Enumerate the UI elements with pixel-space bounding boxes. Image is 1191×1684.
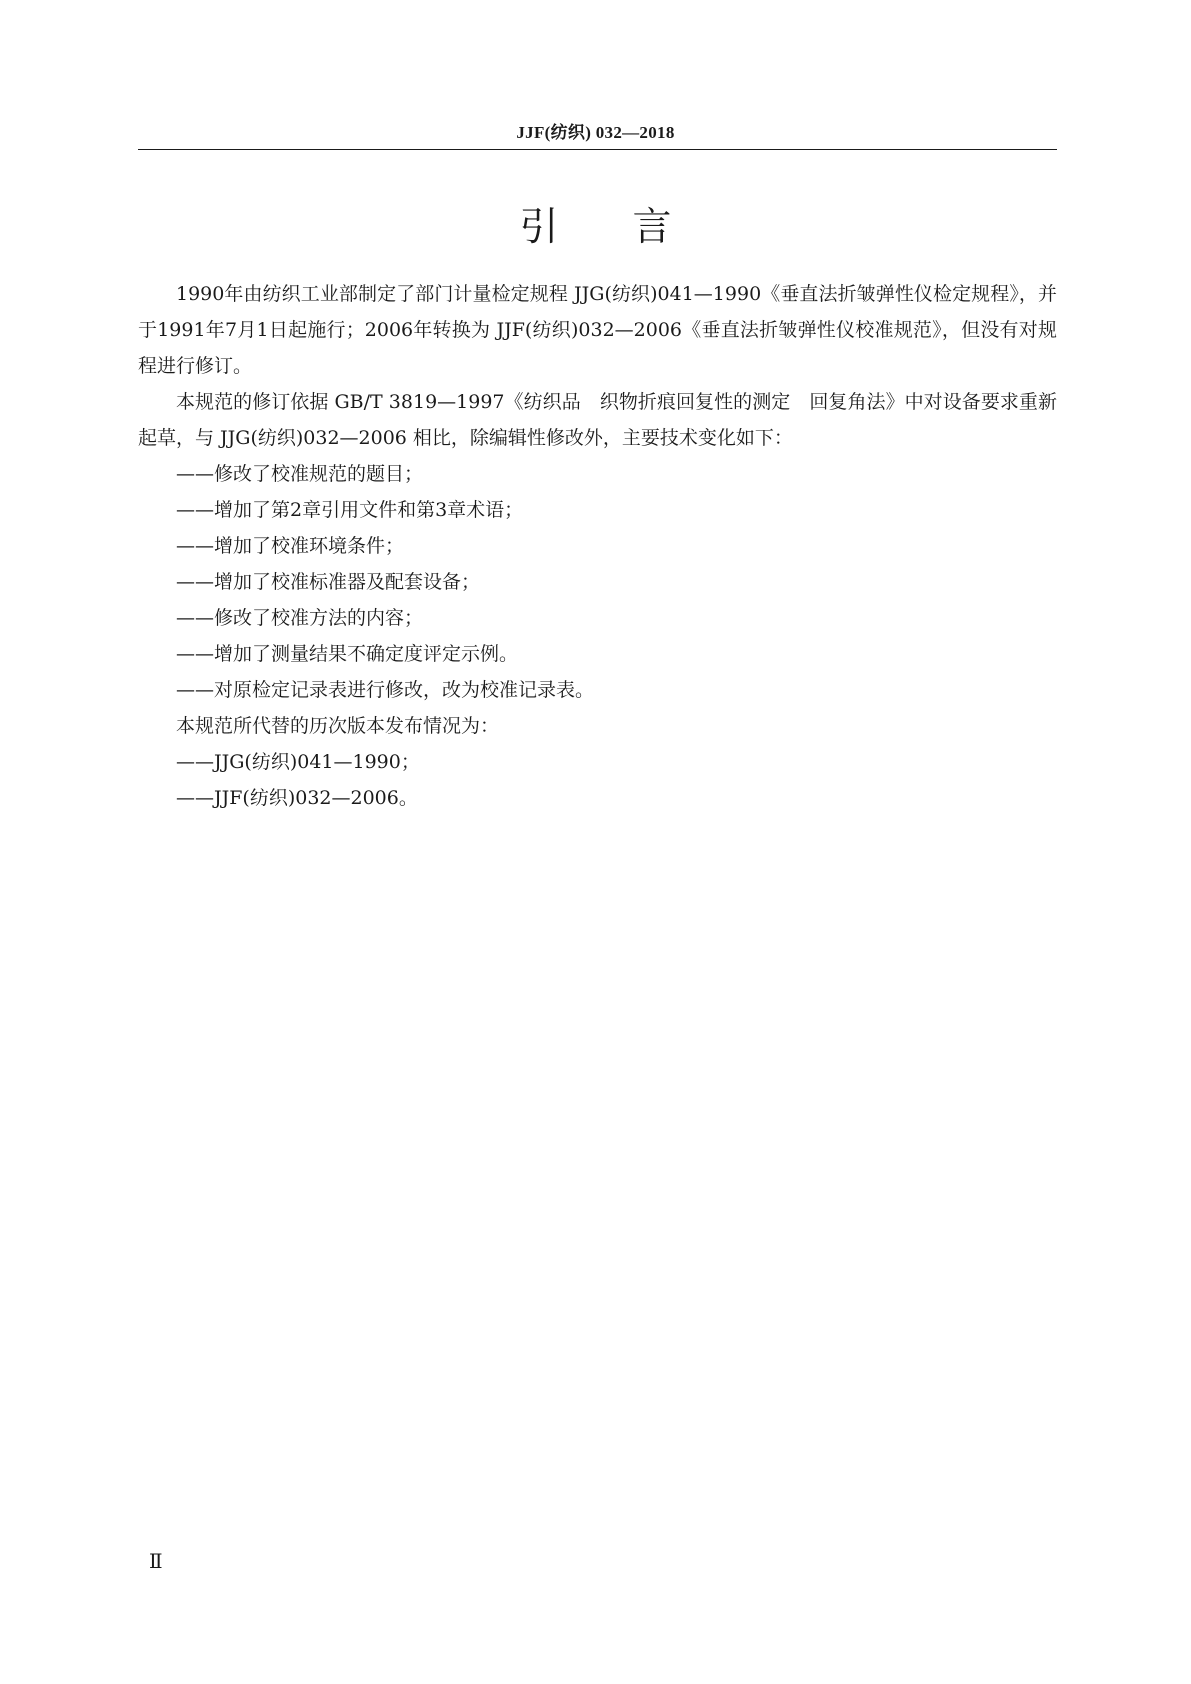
- change-item: ——修改了校准方法的内容；: [176, 607, 424, 629]
- history-item: ——JJG(纺织)041—1990；: [176, 751, 420, 773]
- paragraph-revision-basis: 本规范的修订依据 GB/T 3819—1997《纺织品 织物折痕回复性的测定 回复角法》中对设备要求重新起草，与 JJG(纺织)032—2006 相比，除编辑性修改外，主要技术变化如下：: [138, 391, 1057, 449]
- change-item: ——对原检定记录表进行修改，改为校准记录表。: [176, 679, 595, 701]
- change-item: ——增加了校准环境条件；: [176, 535, 405, 557]
- document-code-header: JJF(纺织) 032—2018: [516, 123, 675, 142]
- body-text: [138, 276, 1057, 816]
- history-intro: 本规范所代替的历次版本发布情况为：: [176, 715, 500, 737]
- change-item: ——增加了测量结果不确定度评定示例。: [176, 643, 519, 665]
- change-item: ——增加了第2章引用文件和第3章术语；: [176, 499, 524, 521]
- history-item: ——JJF(纺织)032—2006。: [176, 787, 418, 809]
- page-number: Ⅱ: [149, 1551, 163, 1573]
- section-title: 引言: [519, 205, 746, 250]
- change-item: ——修改了校准规范的题目；: [176, 463, 424, 485]
- header-rule: [138, 149, 1057, 150]
- paragraph-history: 1990年由纺织工业部制定了部门计量检定规程 JJG(纺织)041—1990《垂直法折皱弹性仪检定规程》，并于1991年7月1日起施行；2006年转换为 JJF(纺织)032—2006《垂直法折皱弹性仪校准规范》，但没有对规程进行修订。: [138, 283, 1057, 377]
- change-item: ——增加了校准标准器及配套设备；: [176, 571, 481, 593]
